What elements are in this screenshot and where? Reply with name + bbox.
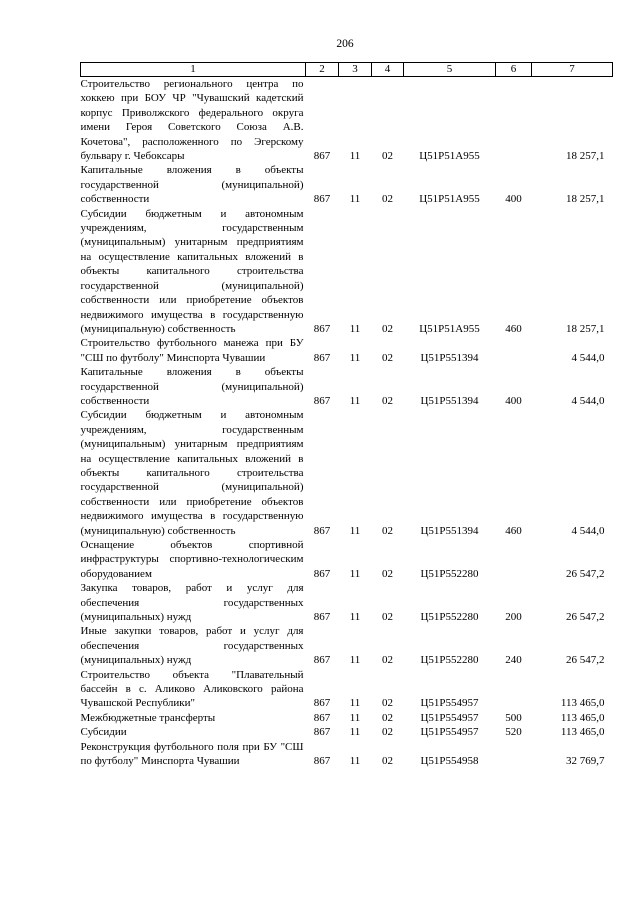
row-subsection-code: 02: [382, 322, 393, 335]
row-description: Реконструкция футбольного поля при БУ "СШ по футболу" Минспорта Чувашии: [80, 740, 304, 768]
row-expense-type: 400: [505, 193, 522, 206]
row-amount: 18 257,1: [566, 150, 605, 163]
row-description: Закупка товаров, работ и услуг для обеспечения государственных (муниципальных) нужд: [80, 582, 304, 624]
table-row: [81, 336, 613, 365]
row-target-article: Ц51Р551394: [420, 524, 479, 537]
table-row: [81, 725, 613, 739]
header-col-6: 6: [496, 63, 532, 77]
header-col-1: 1: [81, 63, 306, 77]
row-subsection-code: 02: [382, 524, 393, 537]
row-expense-type: [496, 77, 532, 164]
row-section-code: 11: [349, 193, 361, 206]
row-ministry-code: 867: [313, 567, 331, 580]
row-expense-type: [496, 740, 532, 769]
table-row: [81, 365, 613, 408]
row-description: Строительство регионального центра по хоккею при БОУ ЧР "Чувашский кадетский корпус Приволжского федерального округа имени Героя Советского Союза А.В. Кочетова", расположенного по Эгерскому бульвару г. Чебоксары: [80, 78, 304, 163]
row-ministry-code: 867: [313, 726, 331, 739]
row-expense-type: 520: [505, 726, 522, 739]
row-target-article: Ц51Р554957: [420, 697, 479, 710]
header-col-3: 3: [339, 63, 372, 77]
row-subsection-code: 02: [382, 755, 393, 768]
row-subsection-code: 02: [382, 567, 393, 580]
row-subsection-code: 02: [382, 150, 393, 163]
header-col-2: 2: [306, 63, 339, 77]
row-subsection-code: 02: [382, 351, 393, 364]
row-expense-type: [496, 668, 532, 711]
row-section-code: 11: [349, 611, 361, 624]
row-ministry-code: 867: [313, 654, 331, 667]
header-col-4: 4: [372, 63, 404, 77]
header-col-7: 7: [532, 63, 613, 77]
row-amount: 26 547,2: [566, 567, 605, 580]
row-description: Капитальные вложения в объекты государственной (муниципальной) собственности: [80, 164, 304, 206]
table-row: [81, 624, 613, 667]
row-expense-type: 460: [505, 524, 522, 537]
row-section-code: 11: [349, 755, 361, 768]
row-section-code: 11: [349, 726, 361, 739]
row-section-code: 11: [349, 697, 361, 710]
row-ministry-code: 867: [313, 351, 331, 364]
page-number: 206: [336, 38, 354, 50]
table-row: [81, 163, 613, 206]
row-amount: 4 544,0: [571, 394, 605, 407]
row-subsection-code: 02: [382, 726, 393, 739]
row-amount: 26 547,2: [566, 654, 605, 667]
row-section-code: 11: [349, 524, 361, 537]
row-subsection-code: 02: [382, 394, 393, 407]
row-description: Субсидии бюджетным и автономным учреждениям, государственным (муниципальным) унитарным предприятиям на осуществление капитальных вложений в объекты капитального строительства государственной (муниципальной) собственности или приобретение объектов недвижимого имущества в государственную (муниципальную) собственность: [80, 409, 304, 537]
row-amount: 113 465,0: [560, 726, 605, 739]
row-ministry-code: 867: [313, 394, 331, 407]
table-row: [81, 668, 613, 711]
row-section-code: 11: [349, 711, 361, 724]
row-description: Межбюджетные трансферты: [80, 711, 216, 724]
row-target-article: Ц51Р554957: [420, 711, 479, 724]
row-section-code: 11: [349, 150, 361, 163]
row-expense-type: 400: [505, 394, 522, 407]
table-row: [81, 740, 613, 769]
row-expense-type: 200: [505, 611, 522, 624]
budget-table: [80, 62, 613, 769]
row-section-code: 11: [349, 394, 361, 407]
row-target-article: Ц51Р554957: [420, 726, 479, 739]
table-header: [81, 63, 613, 77]
row-ministry-code: 867: [313, 711, 331, 724]
row-subsection-code: 02: [382, 611, 393, 624]
row-section-code: 11: [349, 351, 361, 364]
row-description: Капитальные вложения в объекты государственной (муниципальной) собственности: [80, 366, 304, 407]
row-description: Строительство футбольного манежа при БУ "СШ по футболу" Минспорта Чувашии: [80, 337, 304, 364]
row-description: Иные закупки товаров, работ и услуг для обеспечения государственных (муниципальных) нужд: [80, 625, 304, 667]
row-amount: 113 465,0: [560, 697, 605, 710]
row-target-article: Ц51Р51А955: [419, 193, 480, 206]
table-row: [81, 77, 613, 164]
row-amount: 4 544,0: [571, 351, 605, 364]
row-ministry-code: 867: [313, 755, 331, 768]
header-row: [81, 63, 613, 77]
row-expense-type: 500: [505, 711, 522, 724]
row-description: Оснащение объектов спортивной инфраструктуры спортивно-технологическим оборудованием: [80, 539, 304, 580]
table-row: [81, 581, 613, 624]
row-target-article: Ц51Р552280: [420, 611, 479, 624]
row-target-article: Ц51Р554958: [420, 755, 479, 768]
row-amount: 26 547,2: [566, 611, 605, 624]
row-amount: 4 544,0: [571, 524, 605, 537]
row-subsection-code: 02: [382, 711, 393, 724]
row-ministry-code: 867: [313, 193, 331, 206]
row-ministry-code: 867: [313, 697, 331, 710]
row-subsection-code: 02: [382, 697, 393, 710]
row-amount: 18 257,1: [566, 193, 605, 206]
table-row: [81, 408, 613, 538]
table-body: [81, 77, 613, 769]
table-row: [81, 207, 613, 337]
row-description: Субсидии бюджетным и автономным учреждениям, государственным (муниципальным) унитарным предприятиям на осуществление капитальных вложений в объекты капитального строительства государственной (муниципальной) собственности или приобретение объектов недвижимого имущества в государственную (муниципальную) собственность: [80, 207, 304, 335]
header-col-5: 5: [404, 63, 496, 77]
row-section-code: 11: [349, 654, 361, 667]
row-amount: 32 769,7: [566, 755, 605, 768]
row-target-article: Ц51Р551394: [420, 394, 479, 407]
row-expense-type: 460: [505, 322, 522, 335]
row-expense-type: [496, 336, 532, 365]
row-target-article: Ц51Р552280: [420, 567, 479, 580]
row-subsection-code: 02: [382, 654, 393, 667]
row-expense-type: 240: [505, 654, 522, 667]
row-expense-type: [496, 538, 532, 581]
row-section-code: 11: [349, 567, 361, 580]
row-description: Субсидии: [80, 726, 127, 739]
table-row: [81, 538, 613, 581]
row-target-article: Ц51Р51А955: [419, 150, 480, 163]
row-target-article: Ц51Р552280: [420, 654, 479, 667]
row-ministry-code: 867: [313, 322, 331, 335]
row-description: Строительство объекта "Плавательный бассейн в с. Аликово Аликовского района Чувашской Республики": [80, 668, 304, 710]
row-target-article: Ц51Р551394: [420, 351, 479, 364]
row-ministry-code: 867: [313, 611, 331, 624]
row-section-code: 11: [349, 322, 361, 335]
row-ministry-code: 867: [313, 150, 331, 163]
row-ministry-code: 867: [313, 524, 331, 537]
row-subsection-code: 02: [382, 193, 393, 206]
row-amount: 18 257,1: [566, 322, 605, 335]
table-row: [81, 711, 613, 725]
row-target-article: Ц51Р51А955: [419, 322, 480, 335]
row-amount: 113 465,0: [560, 711, 605, 724]
